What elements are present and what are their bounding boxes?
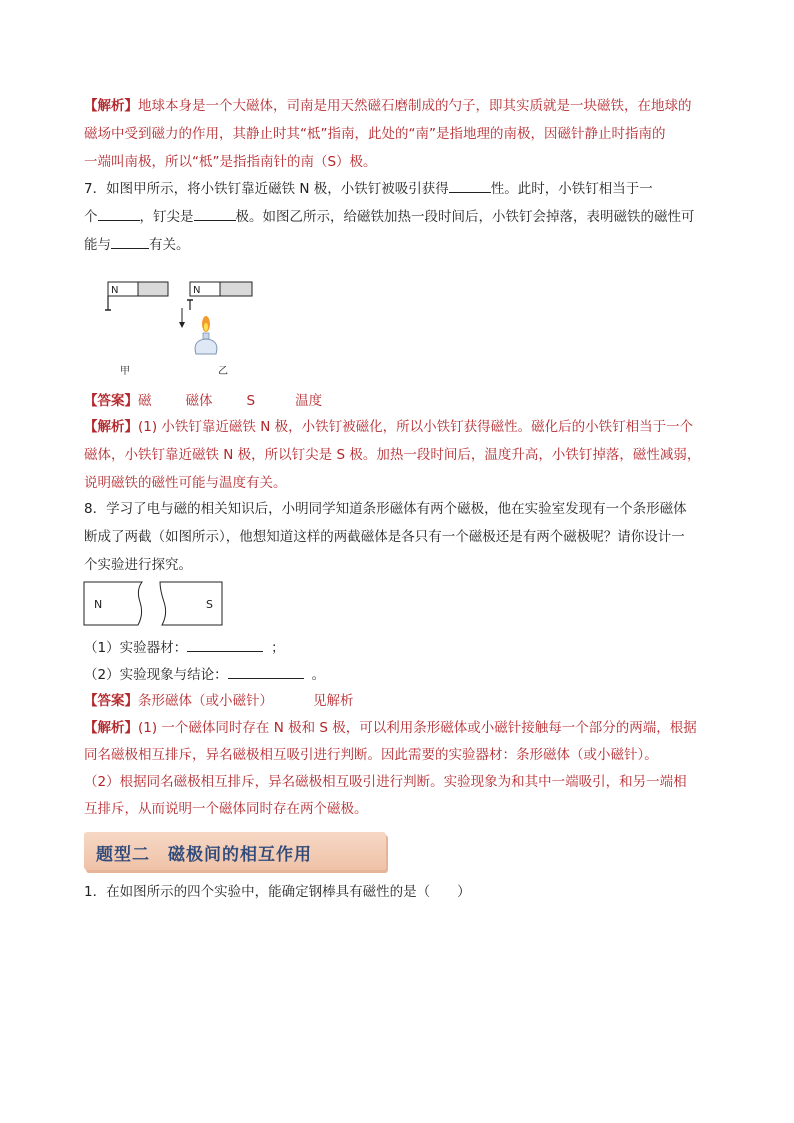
q8-answer-line [84, 691, 714, 711]
answer-blank [98, 206, 140, 221]
q6-analysis-text: 地球本身是一个大磁体，司南是用天然磁石磨制成的勺子，即其实质就是一块磁铁，在地球的 [138, 98, 692, 114]
q7-line-2 [84, 206, 714, 227]
magnet-s-half [220, 282, 252, 296]
magnet-n-label: N [94, 598, 103, 611]
q1-line: 1．在如图所示的四个实验中，能确定钢棒具有磁性的是（ ） [84, 884, 471, 900]
q8-line-3: 个实验进行探究。 [84, 557, 192, 573]
answer-blank [449, 178, 491, 193]
q8-text: （1）实验器材： [84, 640, 188, 656]
magnet-s-label: S [206, 598, 213, 611]
q6-analysis-line-3: 一端叫南极，所以“柢”是指指南针的南（S）极。 [84, 154, 377, 170]
answer-item: 磁体 [185, 393, 213, 409]
q7-line-1 [84, 178, 714, 199]
q7-analysis-line-3: 说明磁铁的磁性可能与温度有关。 [84, 475, 287, 491]
answer-blank [111, 234, 149, 249]
alcohol-lamp-icon [195, 339, 217, 354]
q8-analysis-line-2: 同名磁极相互排斥，异名磁极相互吸引进行判断。因此需要的实验器材：条形磁体（或小磁针）。 [84, 747, 658, 763]
q7-analysis-text: (1) 小铁钉靠近磁铁 N 极，小铁钉被磁化，所以小铁钉获得磁性。磁化后的小铁钉相当于一个 [138, 419, 694, 435]
q8-line-2: 断成了两截（如图所示），他想知道这样的两截磁体是各只有一个磁极还是有两个磁极呢？请你设计一 [84, 529, 685, 545]
answer-blank [194, 206, 236, 221]
answer-blank [228, 664, 304, 679]
q8-broken-magnet-figure [82, 580, 228, 628]
analysis-tag: 【解析】 [84, 419, 138, 435]
answer-item: 条形磁体（或小磁针） [138, 693, 273, 709]
section-banner [84, 832, 386, 870]
q6-analysis-line-2: 磁场中受到磁力的作用，其静止时其“柢”指南，此处的“南”是指地理的南极，因磁针静止时指南的 [84, 126, 666, 142]
q7-line-3 [84, 234, 714, 255]
answer-item: S [246, 393, 256, 409]
analysis-tag: 【解析】 [84, 98, 138, 114]
q8-part-2 [84, 664, 714, 685]
q8-text: （2）实验现象与结论： [84, 667, 228, 683]
q8-line-1: 8．学习了电与磁的相关知识后，小明同学知道条形磁体有两个磁极，他在实验室发现有一个条形磁体 [84, 501, 687, 517]
q8-analysis-text: (1) 一个磁体同时存在 N 极和 S 极，可以利用条形磁体或小磁针接触每一个部分的两端，根据 [138, 720, 697, 736]
q7-text: ，钉尖是 [139, 209, 194, 225]
answer-item: 磁 [138, 393, 152, 409]
q7-text: 个 [84, 209, 98, 225]
q8-text: ； [271, 640, 285, 656]
lamp-wick-holder [203, 333, 209, 339]
answer-blank [187, 637, 263, 652]
magnet-s-half [138, 282, 168, 296]
flame-core [204, 323, 208, 331]
q7-text: 性。此时，小铁钉相当于一 [490, 181, 653, 197]
section-title: 题型二 磁极间的相互作用 [96, 845, 312, 865]
arrowhead-icon [179, 322, 185, 328]
analysis-tag: 【解析】 [84, 720, 138, 736]
answer-tag: 【答案】 [84, 693, 138, 709]
q8-text: 。 [311, 667, 326, 683]
magnet-piece-n [84, 582, 142, 625]
magnet-n-label: N [193, 285, 201, 296]
q7-text: 7．如图甲所示，将小铁钉靠近磁铁 N 极，小铁钉被吸引获得 [84, 181, 449, 197]
q8-part-1 [84, 637, 714, 658]
answer-item: 见解析 [313, 693, 354, 709]
figure-caption-jia: 甲 [120, 366, 130, 377]
q7-analysis-line-2: 磁体，小铁钉靠近磁铁 N 极，所以钉尖是 S 极。加热一段时间后，温度升高，小铁钉掉落，磁性减弱， [84, 447, 701, 463]
answer-item: 温度 [295, 393, 323, 409]
magnet-n-label: N [111, 285, 119, 296]
q7-text: 有关。 [149, 237, 190, 253]
q7-text: 能与 [84, 237, 111, 253]
answer-tag: 【答案】 [84, 393, 138, 409]
q8-analysis-line-4: 互排斥，从而说明一个磁体同时存在两个磁极。 [84, 801, 368, 817]
figure-caption-yi: 乙 [218, 366, 228, 377]
q8-analysis-line-3: （2）根据同名磁极相互排斥，异名磁极相互吸引进行判断。实验现象为和其中一端吸引，和另一端相 [84, 774, 687, 790]
q8-analysis-line-1 [84, 718, 714, 738]
q7-analysis-line-1 [84, 417, 714, 437]
q7-answer-line [84, 391, 714, 411]
q7-magnet-figure [100, 276, 270, 381]
q6-analysis-line-1 [84, 96, 714, 116]
q7-text: 极。如图乙所示，给磁铁加热一段时间后，小铁钉会掉落，表明磁铁的磁性可 [235, 209, 695, 225]
